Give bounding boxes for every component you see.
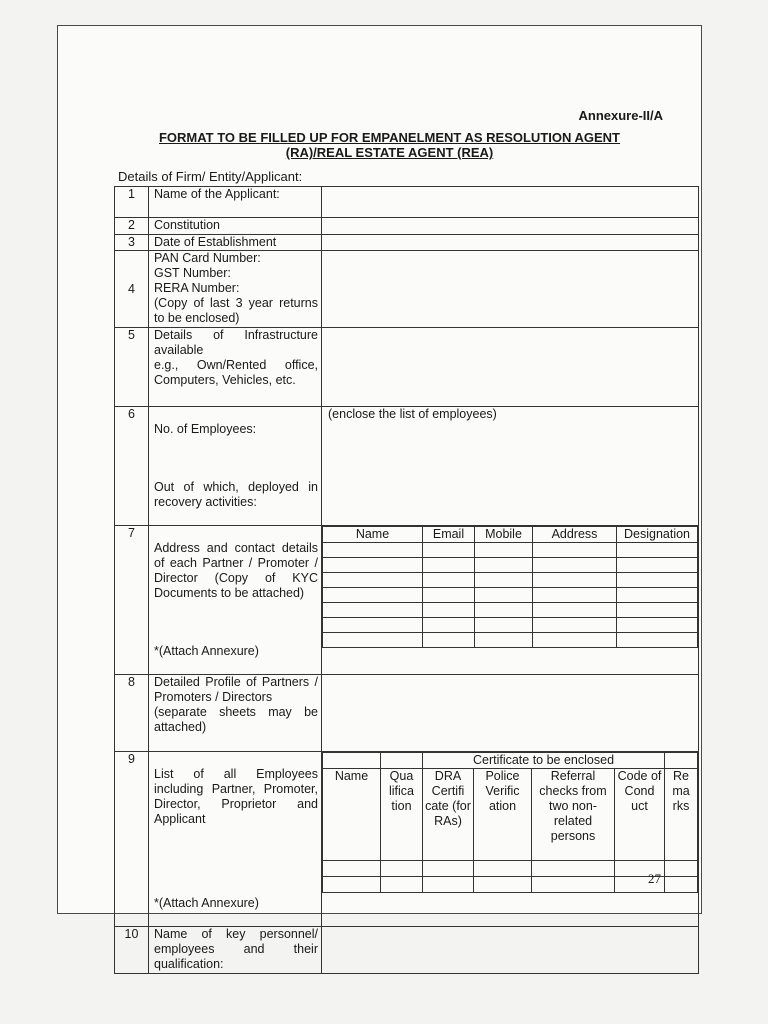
table-row [323, 573, 698, 588]
table-cell[interactable] [475, 573, 533, 588]
row-number: 7 [115, 526, 149, 675]
table-cell[interactable] [423, 861, 474, 877]
table-cell [665, 753, 698, 769]
table-cell[interactable] [323, 633, 423, 648]
column-header: Name [323, 527, 423, 543]
row-label: Detailed Profile of Partners / Promoters / Directors (separate sheets may be attached) [149, 675, 322, 752]
row-label: Constitution [149, 218, 322, 235]
partner-details-label: Address and contact details of each Partner / Promoter / Director (Copy of KYC Documents to be attached) [154, 541, 318, 600]
partner-details-table [322, 526, 698, 648]
column-header: Name [323, 769, 381, 861]
column-header: Police Verific ation [474, 769, 532, 861]
row-label: Name of key personnel/ employees and their qualification: [149, 927, 322, 974]
page-number: 27 [648, 871, 661, 886]
row-number: 8 [115, 675, 149, 752]
form-title-line-1: FORMAT TO BE FILLED UP FOR EMPANELMENT AS RESOLUTION AGENT [158, 130, 621, 145]
table-row [323, 618, 698, 633]
employees-field[interactable] [322, 407, 699, 526]
employee-list-grid [322, 752, 699, 927]
column-header: Code of Cond uct [615, 769, 665, 861]
row-label [149, 407, 322, 526]
row-number: 6 [115, 407, 149, 526]
table-cell[interactable] [423, 558, 475, 573]
table-cell[interactable] [474, 861, 532, 877]
table-header-row [323, 527, 698, 543]
table-cell[interactable] [617, 588, 698, 603]
table-row [323, 543, 698, 558]
row-label: Name of the Applicant: [149, 187, 322, 218]
table-cell[interactable] [533, 558, 617, 573]
table-cell[interactable] [423, 618, 475, 633]
table-cell[interactable] [323, 861, 381, 877]
row-number: 3 [115, 235, 149, 251]
partner-details-grid [322, 526, 699, 675]
table-cell[interactable] [323, 543, 423, 558]
table-cell[interactable] [423, 877, 474, 893]
table-row [115, 675, 699, 752]
attach-annexure-note: *(Attach Annexure) [154, 896, 259, 910]
table-cell[interactable] [323, 558, 423, 573]
column-header: Referral checks from two non-related persons [532, 769, 615, 861]
details-table [114, 186, 699, 974]
table-cell[interactable] [533, 618, 617, 633]
table-row [115, 218, 699, 235]
row-label [149, 526, 322, 675]
table-row [115, 251, 699, 328]
table-cell[interactable] [475, 633, 533, 648]
column-header: Mobile [475, 527, 533, 543]
table-row [115, 187, 699, 218]
table-header-row [323, 769, 698, 861]
column-header: DRA Certifi cate (for RAs) [423, 769, 474, 861]
table-cell[interactable] [474, 877, 532, 893]
table-cell[interactable] [533, 588, 617, 603]
table-cell[interactable] [381, 877, 423, 893]
table-cell[interactable] [423, 543, 475, 558]
table-cell[interactable] [475, 603, 533, 618]
form-title [118, 130, 661, 160]
table-cell[interactable] [381, 861, 423, 877]
row-label: Date of Establishment [149, 235, 322, 251]
constitution-field[interactable] [322, 218, 699, 235]
table-cell[interactable] [475, 543, 533, 558]
table-cell[interactable] [532, 877, 615, 893]
row-label: PAN Card Number: GST Number: RERA Number: (Copy of last 3 year returns to be enclosed) [149, 251, 322, 328]
table-cell[interactable] [323, 573, 423, 588]
employees-label: No. of Employees: [154, 422, 257, 436]
table-cell[interactable] [533, 543, 617, 558]
form-sheet [57, 25, 702, 971]
section-intro: Details of Firm/ Entity/Applicant: [118, 169, 303, 184]
table-cell[interactable] [617, 558, 698, 573]
table-row [115, 328, 699, 407]
table-cell[interactable] [323, 877, 381, 893]
table-cell[interactable] [533, 633, 617, 648]
table-cell[interactable] [617, 633, 698, 648]
annexure-label: Annexure-II/A [578, 108, 663, 123]
row-label: Details of Infrastructure available e.g., Own/Rented office, Computers, Vehicles, etc. [149, 328, 322, 407]
row-label [149, 752, 322, 927]
employee-list-label: List of all Employees including Partner, Promoter, Director, Proprietor and Applicant [154, 767, 318, 826]
table-row [323, 588, 698, 603]
row-number: 10 [115, 927, 149, 974]
table-group-header-row [323, 753, 698, 769]
table-cell[interactable] [665, 861, 698, 877]
column-header: Designation [617, 527, 698, 543]
table-cell[interactable] [323, 618, 423, 633]
table-cell[interactable] [475, 588, 533, 603]
table-cell [323, 753, 381, 769]
key-personnel-field[interactable] [322, 927, 699, 974]
table-cell[interactable] [665, 877, 698, 893]
certificate-group-header: Certificate to be enclosed [423, 753, 665, 769]
detailed-profile-field[interactable] [322, 675, 699, 752]
column-header: Re ma rks [665, 769, 698, 861]
table-cell[interactable] [423, 633, 475, 648]
recovery-employees-label: Out of which, deployed in recovery activities: [154, 480, 318, 509]
employee-list-table [322, 752, 698, 893]
table-cell[interactable] [533, 603, 617, 618]
column-header: Qua lifica tion [381, 769, 423, 861]
table-row [323, 558, 698, 573]
table-cell[interactable] [323, 603, 423, 618]
form-title-line-2: (RA)/REAL ESTATE AGENT (REA) [285, 145, 494, 160]
table-row [323, 877, 698, 893]
row-number: 1 [115, 187, 149, 218]
table-row [323, 603, 698, 618]
employees-note: (enclose the list of employees) [328, 407, 497, 421]
table-row [115, 927, 699, 974]
table-cell[interactable] [475, 558, 533, 573]
table-row [115, 526, 699, 675]
date-of-establishment-field[interactable] [322, 235, 699, 251]
table-row [323, 633, 698, 648]
column-header: Email [423, 527, 475, 543]
table-cell[interactable] [423, 588, 475, 603]
table-cell[interactable] [475, 618, 533, 633]
table-row [115, 752, 699, 927]
infrastructure-field[interactable] [322, 328, 699, 407]
table-row [115, 235, 699, 251]
table-cell[interactable] [423, 603, 475, 618]
applicant-name-field[interactable] [322, 187, 699, 218]
table-cell[interactable] [617, 603, 698, 618]
row-number: 4 [115, 251, 149, 328]
table-cell[interactable] [423, 573, 475, 588]
attach-annexure-note: *(Attach Annexure) [154, 644, 259, 658]
row-number: 9 [115, 752, 149, 927]
table-cell[interactable] [532, 861, 615, 877]
table-cell[interactable] [617, 543, 698, 558]
table-cell[interactable] [323, 588, 423, 603]
row-number: 5 [115, 328, 149, 407]
table-row [323, 861, 698, 877]
table-cell[interactable] [617, 618, 698, 633]
table-cell[interactable] [617, 573, 698, 588]
pan-gst-rera-field[interactable] [322, 251, 699, 328]
column-header: Address [533, 527, 617, 543]
table-cell [381, 753, 423, 769]
table-cell[interactable] [533, 573, 617, 588]
row-number: 2 [115, 218, 149, 235]
table-row [115, 407, 699, 526]
